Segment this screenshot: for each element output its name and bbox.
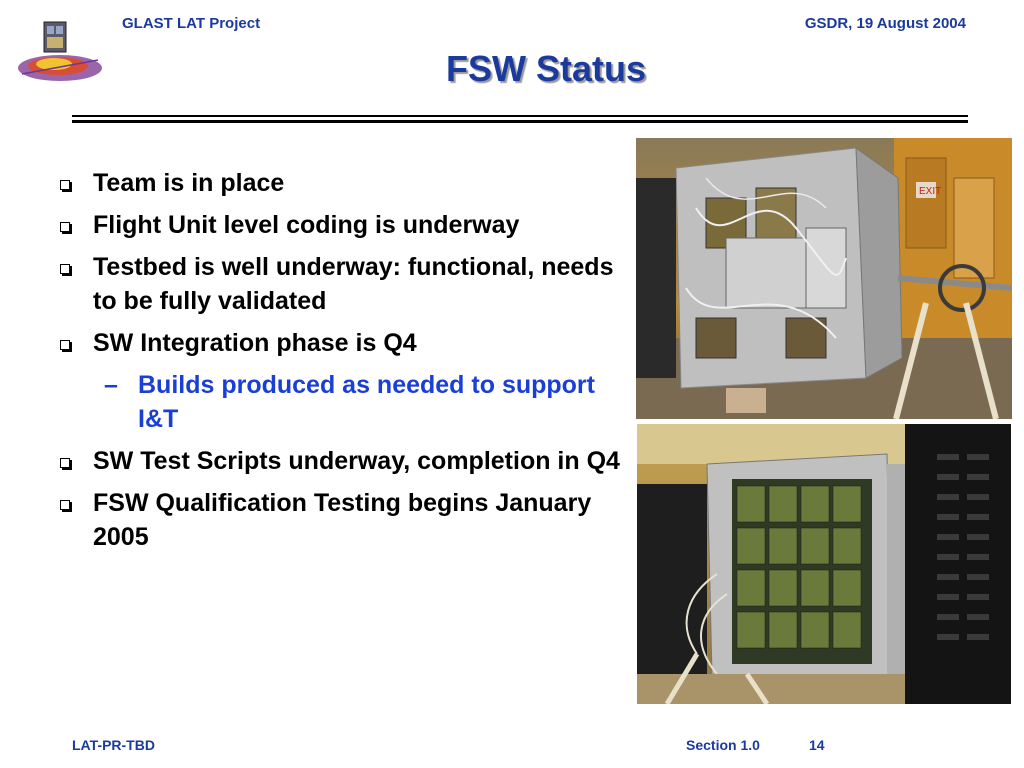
bullet-text: FSW Qualification Testing begins January 2005 (93, 489, 592, 551)
bullet-text: Team is in place (93, 169, 285, 197)
bullet-item (60, 326, 630, 360)
bullet-text: SW Test Scripts underway, completion in Q4 (93, 447, 620, 475)
bullet-item (60, 250, 630, 318)
sub-bullet-text: Builds produced as needed to support I&T (138, 371, 595, 433)
square-bullet-icon (60, 222, 70, 232)
bullet-item (60, 486, 630, 554)
review-date: GSDR, 19 August 2004 (804, 15, 966, 32)
title-divider-thick (72, 120, 968, 123)
testbed-rack-photo-bottom-icon (637, 424, 1011, 704)
sub-bullet-item (60, 368, 630, 436)
document-id: LAT-PR-TBD (72, 737, 155, 753)
bullet-text: Flight Unit level coding is underway (93, 211, 520, 239)
bullet-item (60, 166, 630, 200)
dash-bullet-icon: – (104, 371, 118, 399)
testbed-photo-top (636, 138, 1012, 419)
bullet-item (60, 208, 630, 242)
title-divider (72, 115, 968, 117)
square-bullet-icon (60, 264, 70, 274)
square-bullet-icon (60, 458, 70, 468)
bullet-text: Testbed is well underway: functional, needs to be fully validated (93, 253, 614, 315)
slide-title: FSW Status (445, 48, 646, 89)
testbed-photo-bottom (637, 424, 1011, 704)
svg-text:EXIT: EXIT (919, 186, 942, 197)
bullet-text: SW Integration phase is Q4 (93, 329, 417, 357)
bullet-item (60, 444, 630, 478)
square-bullet-icon (60, 340, 70, 350)
project-name: GLAST LAT Project (122, 15, 261, 32)
square-bullet-icon (60, 500, 70, 510)
bullet-list (60, 166, 630, 562)
page-number: 14 (809, 737, 825, 753)
square-bullet-icon (60, 180, 70, 190)
section-label: Section 1.0 (686, 737, 760, 753)
testbed-rack-photo-top-icon (636, 138, 1012, 419)
